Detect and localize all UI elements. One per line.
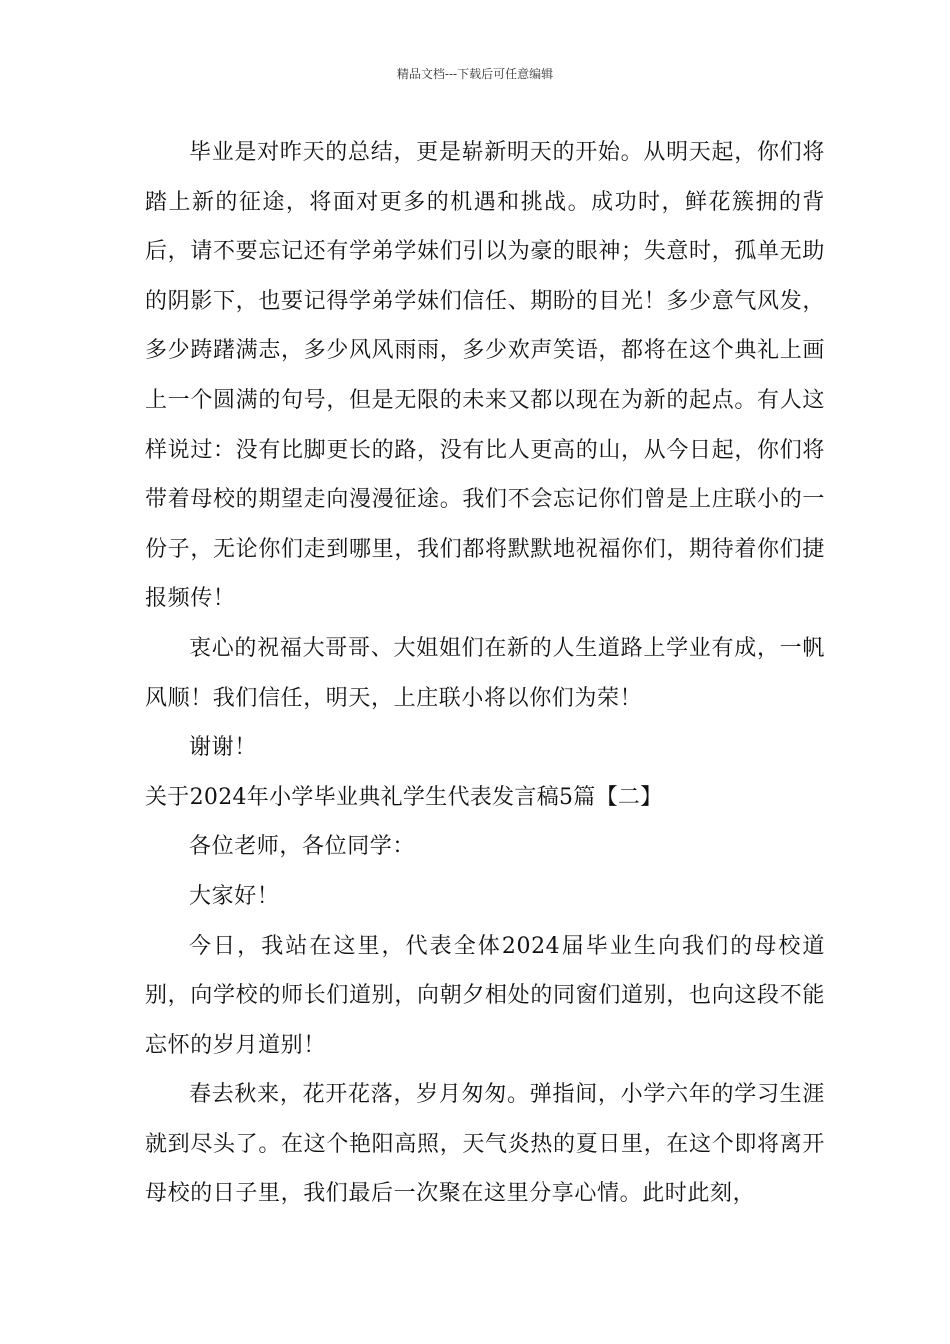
paragraph-thanks: 谢谢！ [189, 735, 257, 761]
document-body [145, 128, 825, 1219]
paragraph-graduation-summary: 毕业是对昨天的总结，更是崭新明天的开始。从明天起，你们将踏上新的征途，将面对更多的机遇和挑战。成功时，鲜花簇拥的背后，请不要忘记还有学弟学妹们引以为豪的眼神；失意时，孤单无助的阴影下，也要记得学弟学妹们信任、期盼的目光！多少意气风发，多少踌躇满志，多少风风雨雨，多少欢声笑语，都将在这个典礼上画上一个圆满的句号，但是无限的未来又都以现在为新的起点。有人这样说过：没有比脚更长的路，没有比人更高的山，从今日起，你们将带着母校的期望走向漫漫征途。我们不会忘记你们曾是上庄联小的一份子，无论你们走到哪里，我们都将默默地祝福你们，期待着你们捷报频传！ [145, 140, 825, 612]
section-heading: 关于2024年小学毕业典礼学生代表发言稿5篇【二】 [145, 784, 663, 810]
paragraph-seasons: 春去秋来，花开花落，岁月匆匆。弹指间，小学六年的学习生涯就到尽头了。在这个艳阳高照，天气炎热的夏日里，在这个即将离开母校的日子里，我们最后一次聚在这里分享心情。此时此刻， [145, 1082, 825, 1207]
paragraph-blessing: 衷心的祝福大哥哥、大姐姐们在新的人生道路上学业有成，一帆风顺！我们信任，明天，上庄联小将以你们为荣！ [145, 635, 825, 711]
paragraph-greeting: 各位老师，各位同学： [189, 834, 416, 860]
page-header: 精品文档---下载后可任意编辑 [396, 67, 554, 81]
paragraph-hello: 大家好！ [189, 883, 280, 909]
paragraph-farewell: 今日，我站在这里，代表全体2024届毕业生向我们的母校道别，向学校的师长们道别，向朝夕相处的同窗们道别，也向这段不能忘怀的岁月道别！ [145, 933, 825, 1058]
